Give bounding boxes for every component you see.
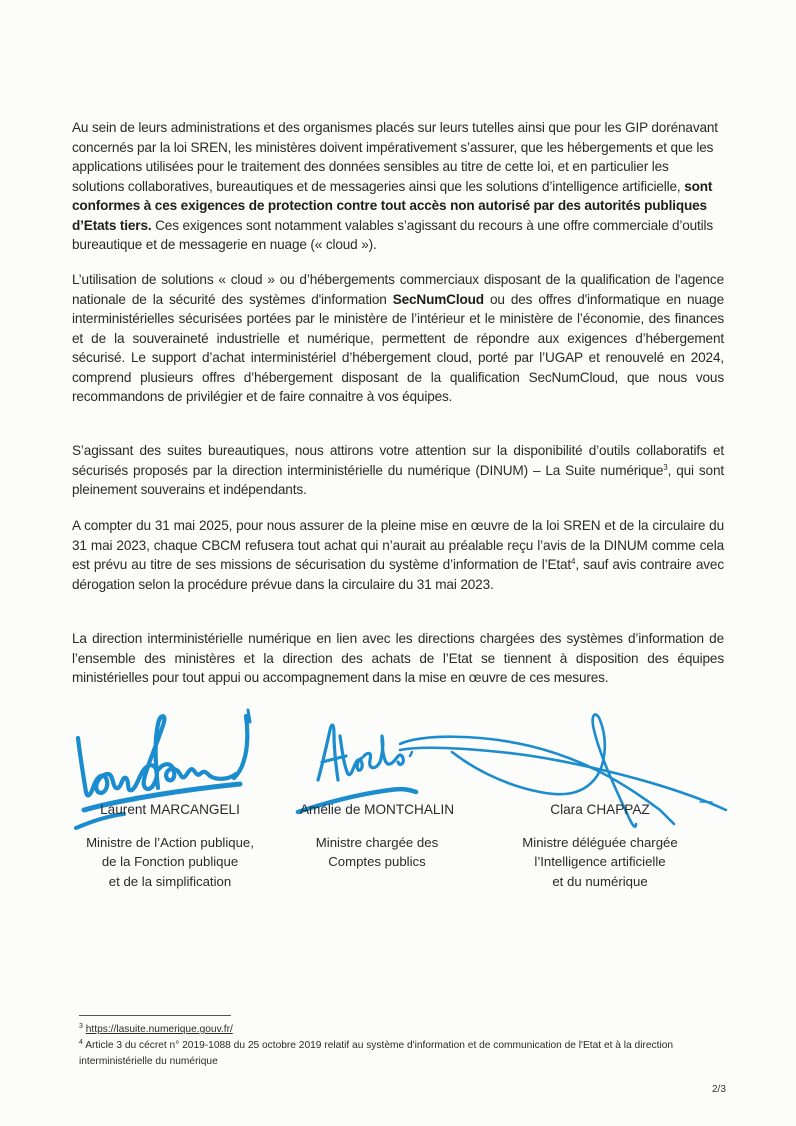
signatory-title-line: Ministre chargée des: [315, 834, 439, 850]
signatory-marcangeli: [60, 800, 280, 891]
signatory-title-line: Comptes publics: [328, 854, 426, 869]
p1-text-b: Ces exigences sont notamment valables s’agissant du recours à une offre commerciale d’outils bureautique et de messagerie en nuage (« cloud »).: [72, 217, 714, 252]
footnote-3: [79, 1022, 739, 1038]
signatory-name: Laurent MARCANGELI: [100, 802, 240, 817]
footnote-separator: [79, 1015, 231, 1016]
paragraph-dinum-support: [72, 629, 724, 688]
signature-block: [60, 700, 780, 930]
footnote-number: 4: [79, 1039, 83, 1046]
p3-text-b: , qui sont pleinement souverains et indépendants.: [72, 462, 724, 497]
p2-bold-secnumcloud: SecNumCloud: [392, 291, 484, 307]
p5-text: La direction interministérielle numérique en lien avec les directions chargées des systèmes d’information de l’ensemble des ministères et la direction des achats de l’Etat se tiennent à disposition des équipes ministérielles pour tout appui ou accompagnement dans la mise en œuvre de ces mesures.: [72, 631, 724, 685]
footnote-ref-4[interactable]: 4: [571, 557, 576, 566]
p4-text-b: , sauf avis contraire avec dérogation selon la procédure prévue dans la circulaire du 31 mai 2023.: [72, 557, 724, 592]
signatory-name: Clara CHAPPAZ: [550, 802, 650, 817]
footnote-number: 3: [79, 1023, 83, 1030]
signatory-montchalin: [282, 800, 472, 872]
paragraph-sren-compliance: [72, 118, 724, 255]
p1-bold-requirement: sont conformes à ces exigences de protection contre tout accès non autorisé par des autorités publiques d’Etats tiers.: [72, 178, 713, 233]
signatory-title-line: et de la simplification: [108, 873, 232, 889]
p1-text-a: Au sein de leurs administrations et des organismes placés sur leurs tutelles ainsi que pour les GIP dorénavant concernés par la loi SREN, les ministères doivent impérativement s’assurer, que les hébergements et que les applications utilisées pour le traitement des données sensibles au titre de cette loi, et en particulier les solutions collaboratives, bureautiques et de messageries ainsi que les solutions d’intelligence artificielle,: [72, 120, 718, 194]
paragraph-secnumcloud: [72, 270, 724, 407]
footnote-text: Article 3 du cécret n° 2019-1088 du 25 octobre 2019 relatif au système d'information et de communication de l'Etat et à la direction interministérielle du numérique: [79, 1040, 674, 1067]
footnote-ref-3[interactable]: 3: [663, 462, 668, 472]
p2-text-b: ou des offres d'informatique en nuage interministérielles sécurisées portées par le ministère de l’intérieur et le ministère de l’économie, des finances et de la souveraineté industrielle et numérique, permettent de répondre aux exigences d’hébergement sécurisé. Le support d’achat interministériel d’hébergement cloud, porté par l’UGAP et renouvelé en 2024, comprend plusieurs offres d’hébergement disposant de la qualification SecNumCloud, que nous vous recommandons de privilégier et de faire connaitre à vos équipes.: [72, 291, 725, 404]
signatory-name: Amélie de MONTCHALIN: [299, 802, 455, 817]
footnote-link-lasuite[interactable]: https://lasuite.numerique.gouv.fr/: [85, 1024, 233, 1035]
p2-text-a: L’utilisation de solutions « cloud » ou d’hébergements commerciaux disposant de la qualification de l'agence nationale de la sécurité des systèmes d'information: [72, 272, 724, 307]
signatory-title-line: Ministre de l’Action publique,: [86, 834, 254, 850]
p3-text-a: S’agissant des suites bureautiques, nous attirons votre attention sur la disponibilité d’outils collaboratifs et sécurisés proposés par la direction interministérielle du numérique (DINUM) – La Suite numérique: [72, 443, 724, 478]
signature-montchalin: [298, 725, 416, 812]
paragraph-suite-numerique: [72, 441, 724, 500]
signatory-chappaz: [490, 800, 710, 891]
footnotes: [79, 1022, 739, 1070]
footnote-4: [79, 1038, 739, 1070]
paragraph-cbcm-deadline: [72, 516, 724, 594]
signatory-title-line: l’Intelligence artificielle: [534, 854, 666, 869]
signatory-title-line: et du numérique: [552, 873, 648, 889]
page-number: 2/3: [712, 1084, 726, 1095]
signatory-title-line: de la Fonction publique: [101, 854, 239, 869]
signatory-title-line: Ministre déléguée chargée: [522, 834, 678, 850]
p4-text-a: A compter du 31 mai 2025, pour nous assurer de la pleine mise en œuvre de la loi SREN et de la circulaire du 31 mai 2023, chaque CBCM refusera tout achat qui n’aurait au préalable reçu l’avis de la DINUM comme cela est prévu au titre de ses missions de sécurisation du système d’information de l’Etat: [72, 518, 724, 572]
